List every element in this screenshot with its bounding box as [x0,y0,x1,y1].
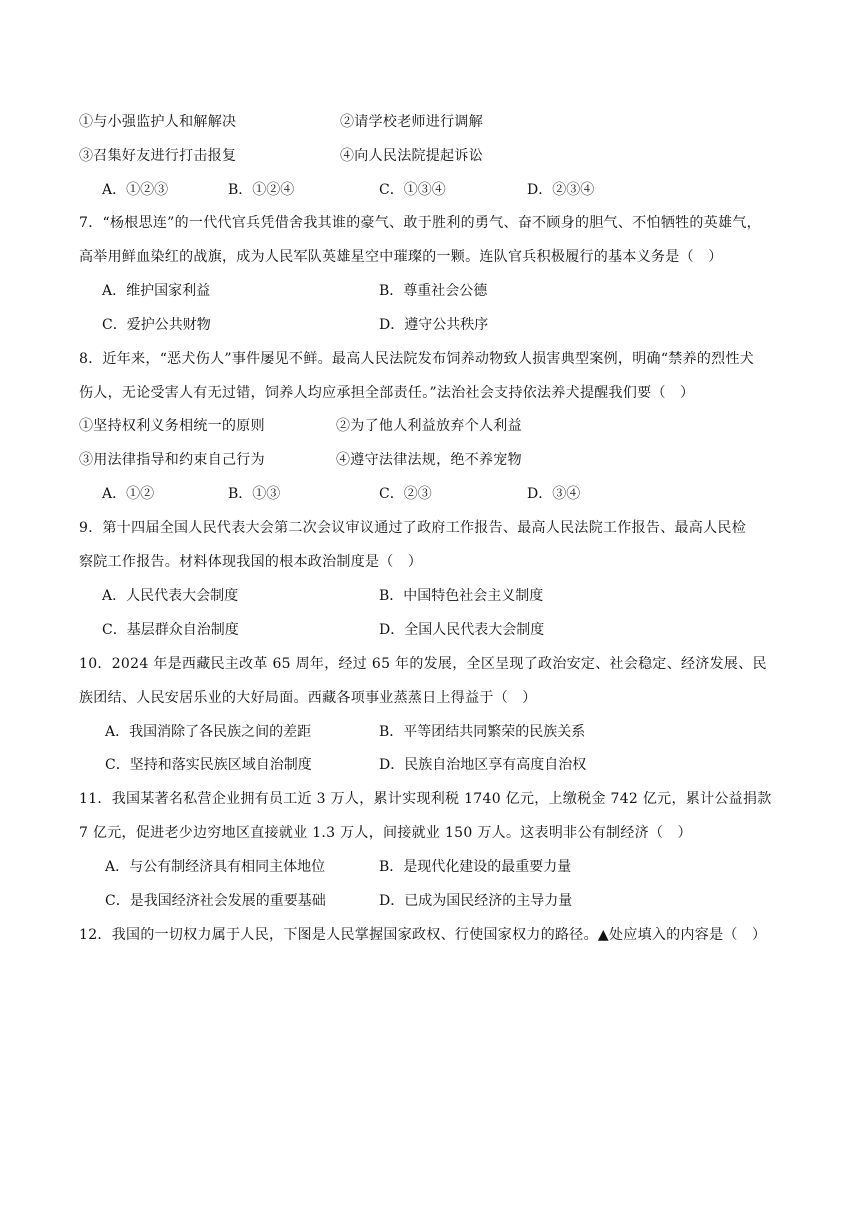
q8-option-a: A．①② [102,486,155,502]
q10-stem-line-2: 族团结、人民安居乐业的大好局面。西藏各项事业蒸蒸日上得益于（ ） [79,690,537,706]
q7-option-c: C．爱护公共财物 [102,317,211,333]
q11-option-d: D．已成为国民经济的主导力量 [379,893,573,909]
q8-statement-3: ③用法律指导和约束自己行为 [79,452,265,468]
q8-statement-1: ①坚持权利义务相统一的原则 [79,418,265,434]
q10-option-a: A．我国消除了各民族之间的差距 [105,724,312,740]
q7-option-d: D．遵守公共秩序 [379,317,489,333]
q11-option-c: C．是我国经济社会发展的重要基础 [105,893,326,909]
q10-option-d: D．民族自治地区享有高度自治权 [379,757,587,773]
q6-statement-3: ③召集好友进行打击报复 [79,148,237,164]
q11-option-b: B．是现代化建设的最重要力量 [379,859,572,875]
q9-option-c: C．基层群众自治制度 [102,622,239,638]
q9-stem-line-2: 察院工作报告。材料体现我国的根本政治制度是（ ） [79,554,423,570]
q8-option-b: B．①③ [228,486,281,502]
q8-statement-4: ④遵守法律法规，绝不养宠物 [336,452,522,468]
q9-option-a: A．人民代表大会制度 [102,588,239,604]
q8-statement-2: ②为了他人利益放弃个人利益 [336,418,522,434]
q6-option-a: A．①②③ [102,182,169,198]
q11-stem-line-1: 11．我国某著名私营企业拥有员工近 3 万人，累计实现利税 1740 亿元，上缴税金 742 亿元，累计公益捐款 [79,791,772,807]
q6-option-d: D．②③④ [527,182,595,198]
q6-option-c: C．①③④ [379,182,446,198]
q9-option-b: B．中国特色社会主义制度 [379,588,544,604]
q9-stem-line-1: 9．第十四届全国人民代表大会第二次会议审议通过了政府工作报告、最高人民法院工作报告、最高人民检 [79,520,747,536]
q7-stem-line-2: 高举用鲜血染红的战旗，成为人民军队英雄星空中璀璨的一颗。连队官兵积极履行的基本义务是（ ） [79,249,723,265]
q8-option-c: C．②③ [379,486,432,502]
q8-option-d: D．③④ [527,486,581,502]
q10-stem-line-1: 10．2024 年是西藏民主改革 65 周年，经过 65 年的发展，全区呈现了政治安定、社会稳定、经济发展、民 [79,656,767,672]
q6-statement-4: ④向人民法院提起诉讼 [340,148,483,164]
q9-option-d: D．全国人民代表大会制度 [379,622,545,638]
q10-option-b: B．平等团结共同繁荣的民族关系 [379,724,586,740]
q8-stem-line-2: 伤人，无论受害人有无过错，饲养人均应承担全部责任。”法治社会支持依法养犬提醒我们要（ ） [79,385,695,401]
q12-stem-line-1: 12．我国的一切权力属于人民，下图是人民掌握国家政权、行使国家权力的路径。▲处应填入的内容是（ ） [79,927,767,943]
q6-statement-2: ②请学校老师进行调解 [340,114,483,130]
q6-statement-1: ①与小强监护人和解解决 [79,114,237,130]
q11-option-a: A．与公有制经济具有相同主体地位 [105,859,326,875]
q6-option-b: B．①②④ [228,182,295,198]
q7-option-b: B．尊重社会公德 [379,283,488,299]
q11-stem-line-2: 7 亿元，促进老少边穷地区直接就业 1.3 万人，间接就业 150 万人。这表明非公有制经济（ ） [79,825,692,841]
q8-stem-line-1: 8．近年来，“恶犬伤人”事件屡见不鲜。最高人民法院发布饲养动物致人损害典型案例，明确“禁养的烈性犬 [79,351,755,367]
q7-stem-line-1: 7．“杨根思连”的一代代官兵凭借舍我其谁的豪气、敢于胜利的勇气、奋不顾身的胆气、不怕牺牲的英雄气， [79,215,761,231]
q10-option-c: C．坚持和落实民族区域自治制度 [105,757,312,773]
q7-option-a: A．维护国家利益 [102,283,211,299]
